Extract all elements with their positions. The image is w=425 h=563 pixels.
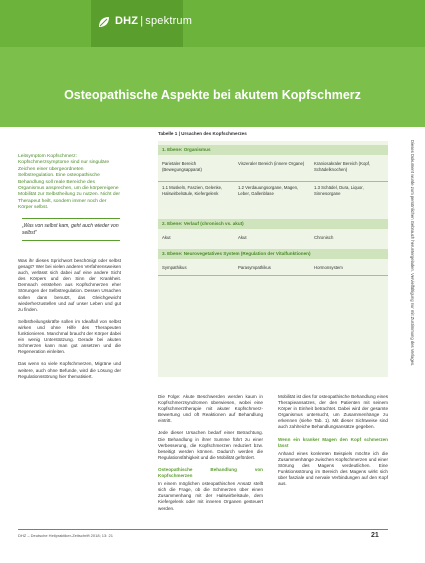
table-cell: Akut xyxy=(238,235,247,240)
table-cell: 1.3 Schädel, Dura, Liquor, Sinnesorgane xyxy=(314,185,364,196)
page-number: 21 xyxy=(371,532,379,539)
table-cell: 1.1 Muskeln, Faszien, Gelenke, Halswirbelsäule, Kiefergelenk xyxy=(162,185,223,196)
table-cell: Akut xyxy=(162,235,171,240)
section-title: 3. Ebene: Neurovegetatives System (Regulation der Vitalfunktionen) xyxy=(162,251,311,256)
paragraph: Die Folge: Akute Beschwerden werden kaum in Kopfschmerzsyndromen überwiesen, wobei eine Kopfschmerztherapie mit akuter Kopfschmerz-Bewertung und oft Reaktionen auf Behandlung eintritt. xyxy=(158,394,263,424)
section-heading: Osteopathische Behandlung von Kopfschmerzen xyxy=(158,466,263,479)
table-row xyxy=(158,263,388,275)
table-row xyxy=(158,159,388,181)
table-caption: Tabelle 1 | Ursachen des Kopfschmerzes xyxy=(158,131,247,136)
cause-table xyxy=(158,141,388,377)
paragraph: Das wenn so viele Kopfschmerzen, Migräne und weitere, auch ohne Befunde, wird die Lösung der Regulationsstörung hier thematisiert. xyxy=(18,361,121,379)
table-cell: Kraniosakraler Bereich (Kopf, Schädelknochen) xyxy=(314,161,371,172)
section-title: 2. Ebene: Verlauf (chronisch vs. akut) xyxy=(162,221,244,226)
table-divider xyxy=(158,275,388,276)
side-note xyxy=(405,140,415,440)
table-row xyxy=(158,183,388,213)
article-lede: Leitsymptom Kopfschmerz: Kopfschmerzsymptome sind nur singuläre Zeichen einer übergeordneten Selbstregulation. Eine osteopathische Behandlung soll reale Bereiche des Organismus ansprechen, um die körpereigene Mobilität zur Selbstheilung zu nutzen. Nicht der Therapeut heilt, sondern immer noch der Körper selbst. xyxy=(18,154,120,211)
section-heading: Wenn ein kranker Magen den Kopf schmerzen lässt xyxy=(278,436,388,448)
table-cell: Sympathikus xyxy=(162,265,187,270)
body-column-3 xyxy=(278,394,388,493)
table-row xyxy=(158,233,388,245)
top-banner xyxy=(0,0,425,47)
table-section-header xyxy=(158,249,388,259)
leaf-logo-icon xyxy=(97,15,111,29)
paragraph: In einem möglichen osteopathischen Ansatz stellt sich die Frage, ob die Schmerzen über einen Zusammenhang mit der Halswirbelsäule, dem Kiefergelenk oder mit inneren Organen gesteuert werden. xyxy=(158,481,263,511)
side-note-text: Dieses Dokument wurde zum persönlichen Gebrauch heruntergeladen. Vervielfältigung nur mit Zustimmung des Verlages. xyxy=(410,140,415,367)
article-title: Osteopathische Aspekte bei akutem Kopfschmerz xyxy=(64,88,361,102)
table-section-header xyxy=(158,219,388,229)
brand-name: DHZ xyxy=(115,15,139,27)
table-cell: Parasympathikus xyxy=(238,265,271,270)
table-divider xyxy=(158,181,388,182)
paragraph: Jede dieser Ursachen bedarf einer Betrachtung. Die Behandlung in ihrer Summe führt zu einer Verbesserung, die Kopfschmerzen reduziert bzw. beseitigt werden können. Dadurch werden die Regulationsfähigkeit und die Mobilität gefördert. xyxy=(158,430,263,460)
brand-logo-text xyxy=(115,15,192,27)
body-column-1 xyxy=(18,258,121,386)
paragraph: Anhand eines konkreten Beispiels möchte ich die Zusammenhänge zwischen Kopfschmerzen und einer Störung des Magens verdeutlichen. Eine Funktionsstörung im Bereich des Magens wirkt sich über fasziale und nervale Verbindungen auf den Kopf aus. xyxy=(278,450,388,487)
table-cell: Hormonsystem xyxy=(314,265,343,270)
table-section-header xyxy=(158,145,388,155)
brand-subtitle: spektrum xyxy=(145,15,193,27)
table-cell: Viszeraler Bereich (innere Organe) xyxy=(238,161,305,166)
title-banner xyxy=(0,47,425,127)
brand-separator: | xyxy=(140,15,144,27)
paragraph: Selbstheilungskräfte sollen im Idealfall von selbst wirken und ohne Hilfe des Therapeuten funktionieren. Manchmal braucht der Körper dabei ein wenig Unterstützung. Gerade bei akuten Schmerzen kann man gut ansetzen und die Regeneration einleiten. xyxy=(18,318,121,355)
paragraph: Was ihr dieses Sprichwort beschönigt oder selbst gesagt? Wer bei vielen anderen Verfahrensweisen auch, verlässt sich dabei auf eine andere Sicht des Körpers und den Sinn der Krankheit. Demnach entstehen aus Kopfschmerzen eher Störungen der Selbstregulation. Dessen Ursachen sollen dann benutzt, das Gleichgewicht wiederherzustellen und auf unser Leben und gut zu finden. xyxy=(18,258,121,312)
table-cell: Chronisch xyxy=(314,235,334,240)
footer-citation: DHZ – Deutsche Heilpraktiker-Zeitschrift 2018; 13: 21 xyxy=(18,533,113,538)
paragraph: Mobilität ist dies für osteopathische Behandlung eines Therapieansatzes, der den Patienten mit seinem Körper in Einheit betrachtet. Dabei wird der gesamte Organismus untersucht, um Zusammenhänge zu erkennen (siehe Tab. 1). Mit dieser Sichtweise sind auch zahlreiche Behandlungsansätze gegeben. xyxy=(278,394,388,430)
section-title: 1. Ebene: Organismus xyxy=(162,147,211,152)
table-cell: 1.2 Verdauungsorgane, Magen, Leber, Gallenblase xyxy=(238,185,299,196)
footer-rule xyxy=(18,529,388,530)
body-column-2 xyxy=(158,394,263,518)
table-cell: Parietaler Bereich (Bewegungsapparat) xyxy=(162,161,202,172)
pull-quote: „Was von selbst kam, geht auch wieder von selbst" xyxy=(22,218,120,241)
